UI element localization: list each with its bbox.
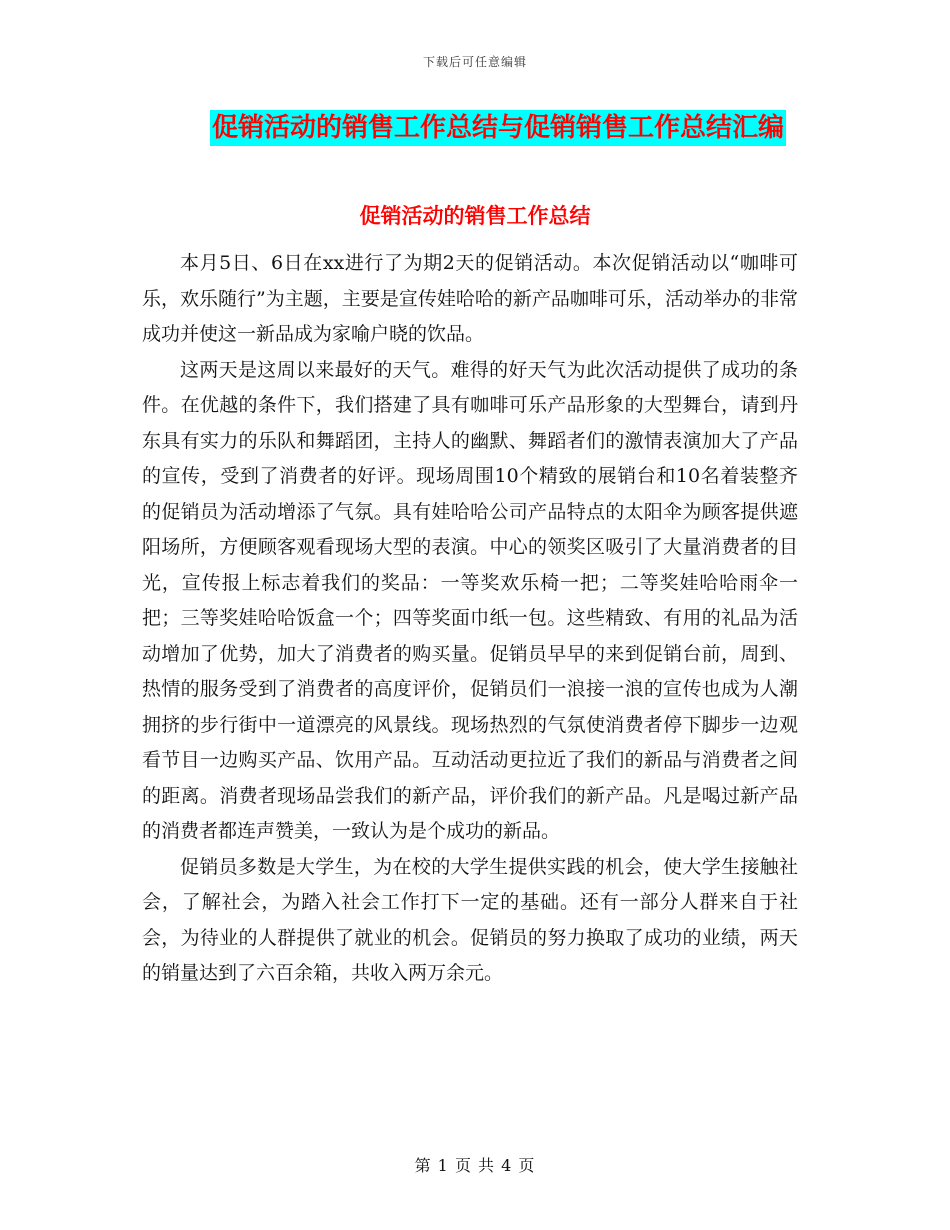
- document-title: 促销活动的销售工作总结与促销销售工作总结汇编: [210, 110, 786, 146]
- document-body: [142, 246, 798, 992]
- body-paragraph: 这两天是这周以来最好的天气。难得的好天气为此次活动提供了成功的条件。在优越的条件下，我们搭建了具有咖啡可乐产品形象的大型舞台，请到丹东具有实力的乐队和舞蹈团，主持人的幽默、舞蹈者们的激情表演加大了产品的宣传，受到了消费者的好评。现场周围10个精致的展销台和10名着装整齐的促销员为活动增添了气氛。具有娃哈哈公司产品特点的太阳伞为顾客提供遮阳场所，方便顾客观看现场大型的表演。中心的领奖区吸引了大量消费者的目光，宣传报上标志着我们的奖品：一等奖欢乐椅一把；二等奖娃哈哈雨伞一把；三等奖娃哈哈饭盒一个；四等奖面巾纸一包。这些精致、有用的礼品为活动增加了优势，加大了消费者的购买量。促销员早早的来到促销台前，周到、热情的服务受到了消费者的高度评价，促销员们一浪接一浪的宣传也成为人潮拥挤的步行街中一道漂亮的风景线。现场热烈的气氛使消费者停下脚步一边观看节目一边购买产品、饮用产品。互动活动更拉近了我们的新品与消费者之间的距离。消费者现场品尝我们的新产品，评价我们的新产品。凡是喝过新产品的消费者都连声赞美，一致认为是个成功的新品。: [142, 358, 798, 842]
- page-indicator: 第 1 页 共 4 页: [414, 1156, 536, 1175]
- body-paragraph: 促销员多数是大学生，为在校的大学生提供实践的机会，使大学生接触社会，了解社会，为踏入社会工作打下一定的基础。还有一部分人群来自于社会，为待业的人群提供了就业的机会。促销员的努力换取了成功的业绩，两天的销量达到了六百余箱，共收入两万余元。: [142, 855, 798, 984]
- section-title: 促销活动的销售工作总结: [359, 203, 591, 228]
- main-title-container: [0, 110, 950, 146]
- body-paragraph: 本月5日、6日在xx进行了为期2天的促销活动。本次促销活动以“咖啡可乐，欢乐随行”为主题，主要是宣传娃哈哈的新产品咖啡可乐，活动举办的非常成功并使这一新品成为家喻户晓的饮品。: [142, 252, 798, 345]
- page-header-note: 下载后可任意编辑: [422, 55, 527, 69]
